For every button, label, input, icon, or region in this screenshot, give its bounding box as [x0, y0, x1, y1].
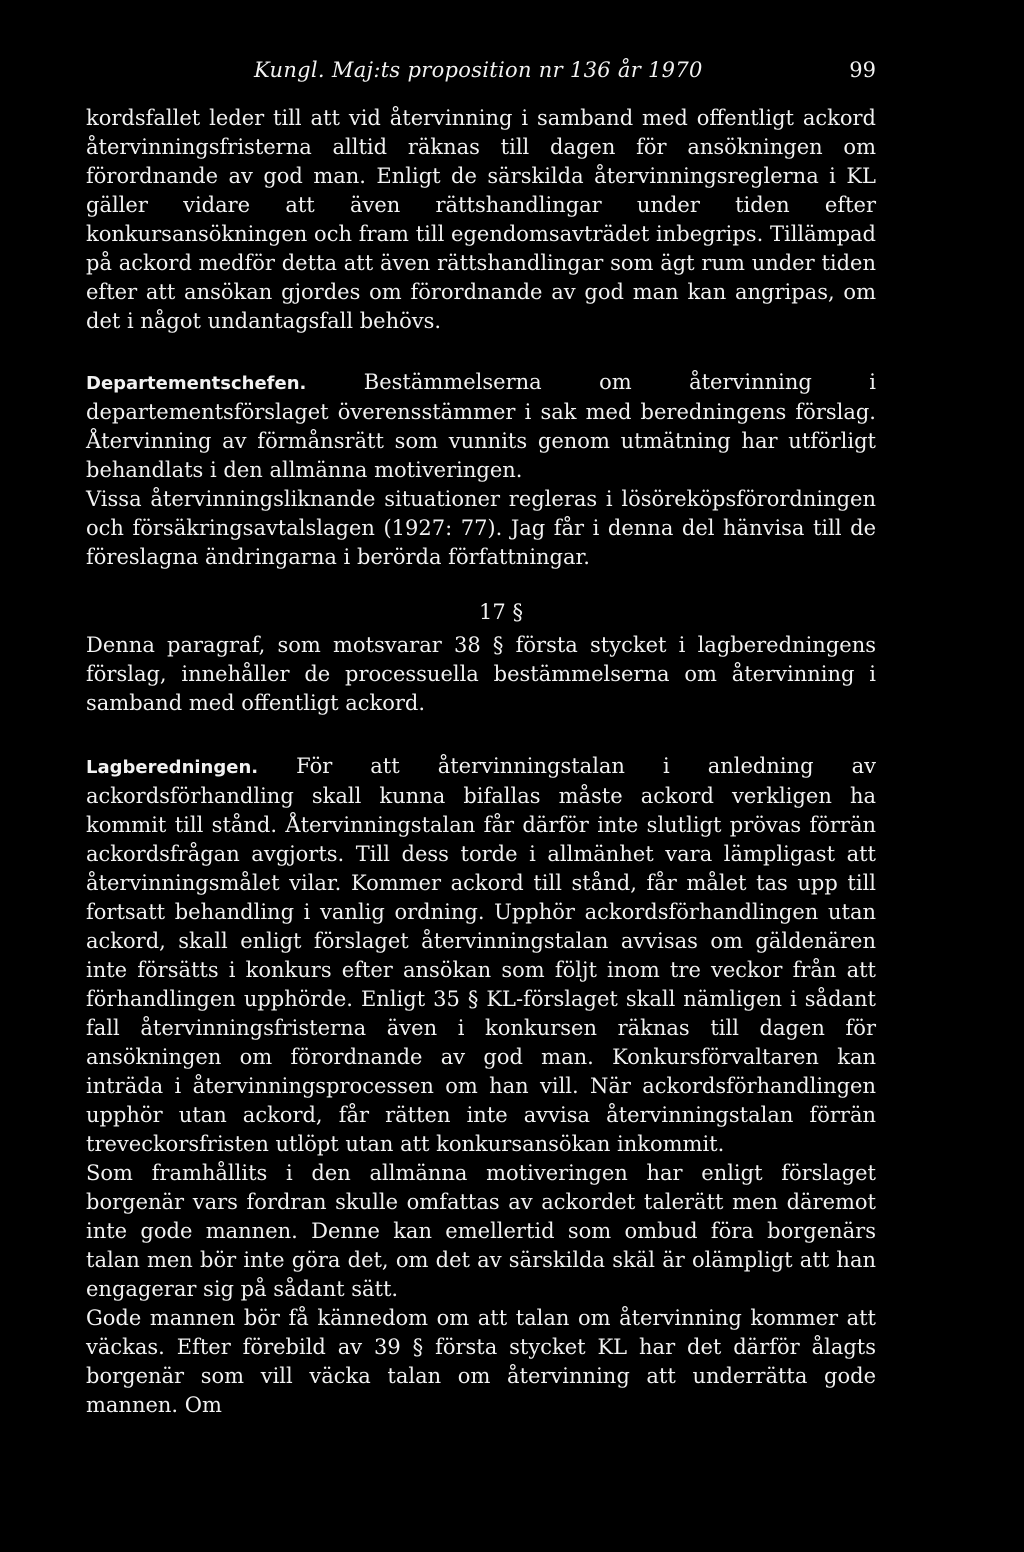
paragraph: Gode mannen bör få kännedom om att talan om återvinning kommer att väckas. Efter förebild av 39 § första stycket KL har det därför ålagts borgenär som vill väcka talan om återvinning att underrätta gode mannen. Om	[86, 1306, 876, 1417]
body-text	[86, 104, 876, 1420]
paragraph: Som framhållits i den allmänna motiveringen har enligt förslaget borgenär vars fordran skulle omfattas av ackordet talerätt men däremot inte gode mannen. Denne kan emellertid som ombud föra borgenärs talan men bör inte göra det, om det av särskilda skäl är olämpligt att han engagerar sig på sådant sätt.	[86, 1161, 876, 1301]
paragraph: Denna paragraf, som motsvarar 38 § första stycket i lagberedningens förslag, innehåller de processuella bestämmelserna om återvinning i samband med offentligt ackord.	[86, 633, 876, 715]
running-header	[86, 58, 876, 94]
speaker-label: Departementschefen.	[86, 373, 307, 394]
paragraph-text: För att återvinningstalan i anledning av ackordsförhandling skall kunna bifallas måste ackord verkligen ha kommit till stånd. Återvinningstalan får därför inte slutligt prövas förrän ackordsfrågan avgjorts. Till dess torde i allmänhet vara lämpligast att återvinningsmålet vilar. Kommer ackord till stånd, får målet tas upp till fortsatt behandling i vanlig ordning. Upphör ackordsförhandlingen utan ackord, skall enligt förslaget återvinningstalan avvisas om gäldenären inte försätts i konkurs efter ansökan som följt inom tre veckor från att förhandlingen upphörde. Enligt 35 § KL-förslaget skall nämligen i sådant fall återvinningsfristerna även i konkursen räknas till dagen för ansökningen om förordnande av god man. Konkursförvaltaren kan inträda i återvinningsprocessen om han vill. När ackordsförhandlingen upphör utan ackord, får rätten inte avvisa återvinningstalan förrän treveckorsfristen utlöpt utan att konkursansökan inkommit.	[86, 754, 876, 1156]
paragraph: Vissa återvinningsliknande situationer regleras i lösöreköpsförordningen och försäkringsavtalslagen (1927: 77). Jag får i denna del hänvisa till de föreslagna ändringarna i berörda författningar.	[86, 487, 876, 569]
speaker-label: Lagberedningen.	[86, 757, 259, 778]
page-number: 99	[849, 58, 876, 82]
section-heading: 17 §	[479, 600, 523, 624]
paragraph-lagberedningen	[86, 752, 876, 1159]
paragraph-continued: kordsfallet leder till att vid återvinning i samband med offentligt ackord återvinningsfristerna alltid räknas till dagen för ansökningen om förordnande av god man. Enligt de särskilda återvinningsreglerna i KL gäller vidare att även rättshandlingar under tiden efter konkursansökningen och fram till egendomsavträdet inbegrips. Tillämpad på ackord medför detta att även rättshandlingar som ägt rum under tiden efter att ansökan gjordes om förordnande av god man kan angripas, om det i något undantagsfall behövs.	[86, 106, 876, 333]
paragraph-departementschefen	[86, 368, 876, 485]
paragraph-text: Bestämmelserna om återvinning i departementsförslaget överensstämmer i sak med beredningens förslag. Återvinning av förmånsrätt som vunnits genom utmätning har utförligt behandlats i den allmänna motiveringen.	[86, 370, 876, 482]
header-title: Kungl. Maj:ts proposition nr 136 år 1970	[254, 58, 703, 82]
